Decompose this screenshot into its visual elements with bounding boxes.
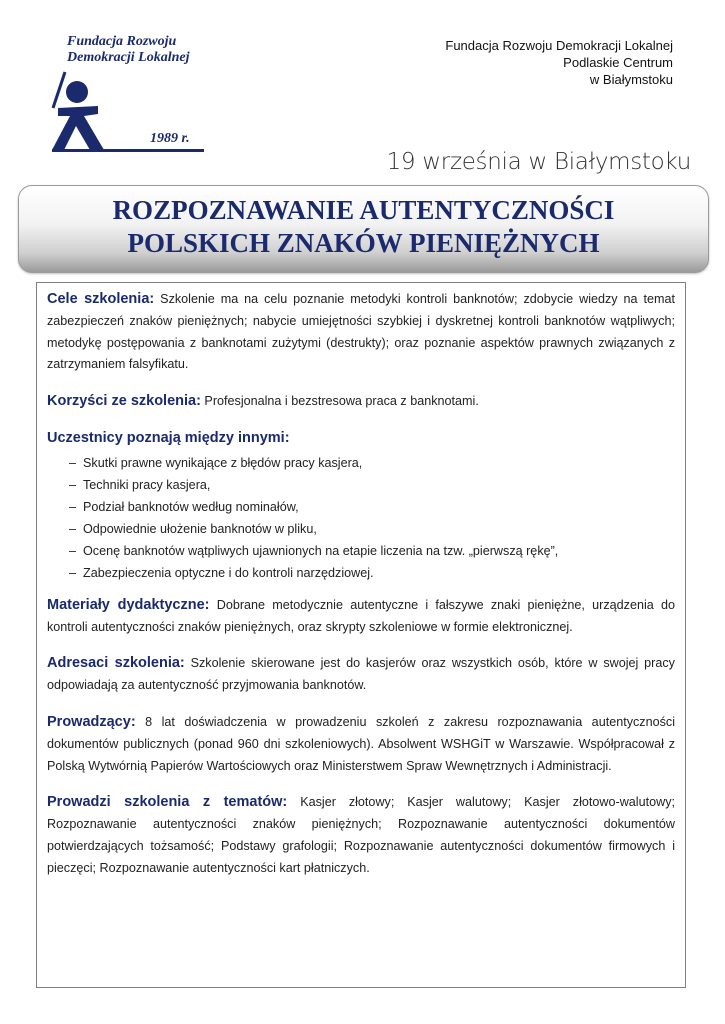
dash-bullet: –: [69, 477, 77, 492]
content-box: [36, 282, 686, 988]
dash-bullet: –: [69, 499, 77, 514]
section-tematy-text: Kasjer złotowy; Kasjer walutowy; Kasjer złotowo-walutowy; Rozpoznawanie autentyczności znaków pieniężnych; Rozpoznawanie autentyczności dokumentów potwierdzających tożsamość; Podstawy grafologii; Rozpoznawanie autentyczności dokumentów firmowych i pieczęci; Rozpoznawanie autentyczności kart płatniczych.: [47, 795, 675, 875]
logo-underline: [52, 149, 204, 152]
section-adresaci-heading: Adresaci szkolenia:: [47, 655, 185, 672]
event-date: 19 września w Białymstoku: [386, 149, 691, 175]
section-cele-heading: Cele szkolenia:: [47, 291, 155, 307]
section-cele: [47, 289, 675, 376]
list-item: – Zabezpieczenia optyczne i do kontroli narzędziowej.: [69, 562, 675, 584]
org-line2: Podlaskie Centrum: [563, 55, 673, 70]
section-prowadzacy: [47, 712, 675, 777]
participants-list: [47, 452, 675, 584]
section-adresaci: [47, 653, 675, 697]
title-banner: [18, 185, 709, 273]
title-line1: ROZPOZNAWANIE AUTENTYCZNOŚCI: [112, 195, 615, 225]
section-tematy: [47, 792, 675, 879]
list-item: – Techniki pracy kasjera,: [69, 474, 675, 496]
dash-bullet: –: [69, 455, 77, 470]
org-line3: w Białymstoku: [589, 72, 673, 87]
section-materialy: [47, 595, 675, 639]
section-korzysci-heading: Korzyści ze szkolenia:: [47, 393, 201, 410]
section-adresaci-text: Szkolenie skierowane jest do kasjerów oraz wszystkich osób, które w swojej pracy odpowiadają za autentyczność przyjmowania banknotów.: [47, 656, 675, 693]
list-item: – Ocenę banknotów wątpliwych ujawnionych na etapie liczenia na tzw. „pierwszą rękę”,: [69, 540, 675, 562]
section-materialy-text: Dobrane metodycznie autentyczne i fałszywe znaki pieniężne, urządzenia do kontroli autentyczności znaków pieniężnych, oraz skrypty szkoleniowe w formie elektronicznej.: [47, 597, 675, 634]
figure-logo-icon: [50, 66, 120, 154]
dash-bullet: –: [69, 565, 77, 580]
organization-address: [445, 37, 673, 88]
logo-year: 1989 r.: [150, 131, 190, 146]
section-prowadzacy-heading: Prowadzący:: [47, 713, 136, 730]
dash-bullet: –: [69, 521, 77, 536]
section-uczestnicy-heading: Uczestnicy poznają między innymi:: [47, 429, 290, 446]
section-prowadzacy-text: 8 lat doświadczenia w prowadzeniu szkoleń z zakresu rozpoznawania autentyczności dokumentów publicznych (ponad 960 dni szkoleniowych). Absolwent WSHGiT w Warszawie. Współpracował z Polską Wytwórnią Papierów Wartościowych oraz Ministerstwem Spraw Wewnętrznych i Administracji.: [47, 714, 675, 773]
foundation-logo: [50, 28, 210, 156]
section-korzysci-text: Profesjonalna i bezstresowa praca z banknotami.: [200, 394, 479, 409]
section-tematy-heading: Prowadzi szkolenia z tematów:: [47, 794, 288, 811]
section-uczestnicy: [47, 428, 675, 450]
list-item: – Podział banknotów według nominałów,: [69, 496, 675, 518]
list-item: – Odpowiednie ułożenie banknotów w pliku,: [69, 518, 675, 540]
section-korzysci: [47, 391, 675, 413]
logo-text-line1: Fundacja Rozwoju: [67, 34, 177, 49]
dash-bullet: –: [69, 543, 77, 558]
document-title: [19, 194, 708, 260]
section-materialy-heading: Materiały dydaktyczne:: [47, 596, 210, 613]
title-line2: POLSKICH ZNAKÓW PIENIĘŻNYCH: [127, 228, 600, 258]
section-cele-text: Szkolenie ma na celu poznanie metodyki kontroli banknotów; zdobycie wiedzy na temat zabezpieczeń znaków pieniężnych; nabycie umiejętności szybkiej i dyskretnej kontroli banknotów wątpliwych; metodykę postępowania z banknotami zużytymi (destrukty); oraz poznanie aspektów prawnych związanych z zatrzymaniem falsyfikatu.: [47, 292, 675, 372]
logo-text-line2: Demokracji Lokalnej: [67, 50, 190, 65]
org-line1: Fundacja Rozwoju Demokracji Lokalnej: [445, 38, 673, 53]
list-item: – Skutki prawne wynikające z błędów pracy kasjera,: [69, 452, 675, 474]
